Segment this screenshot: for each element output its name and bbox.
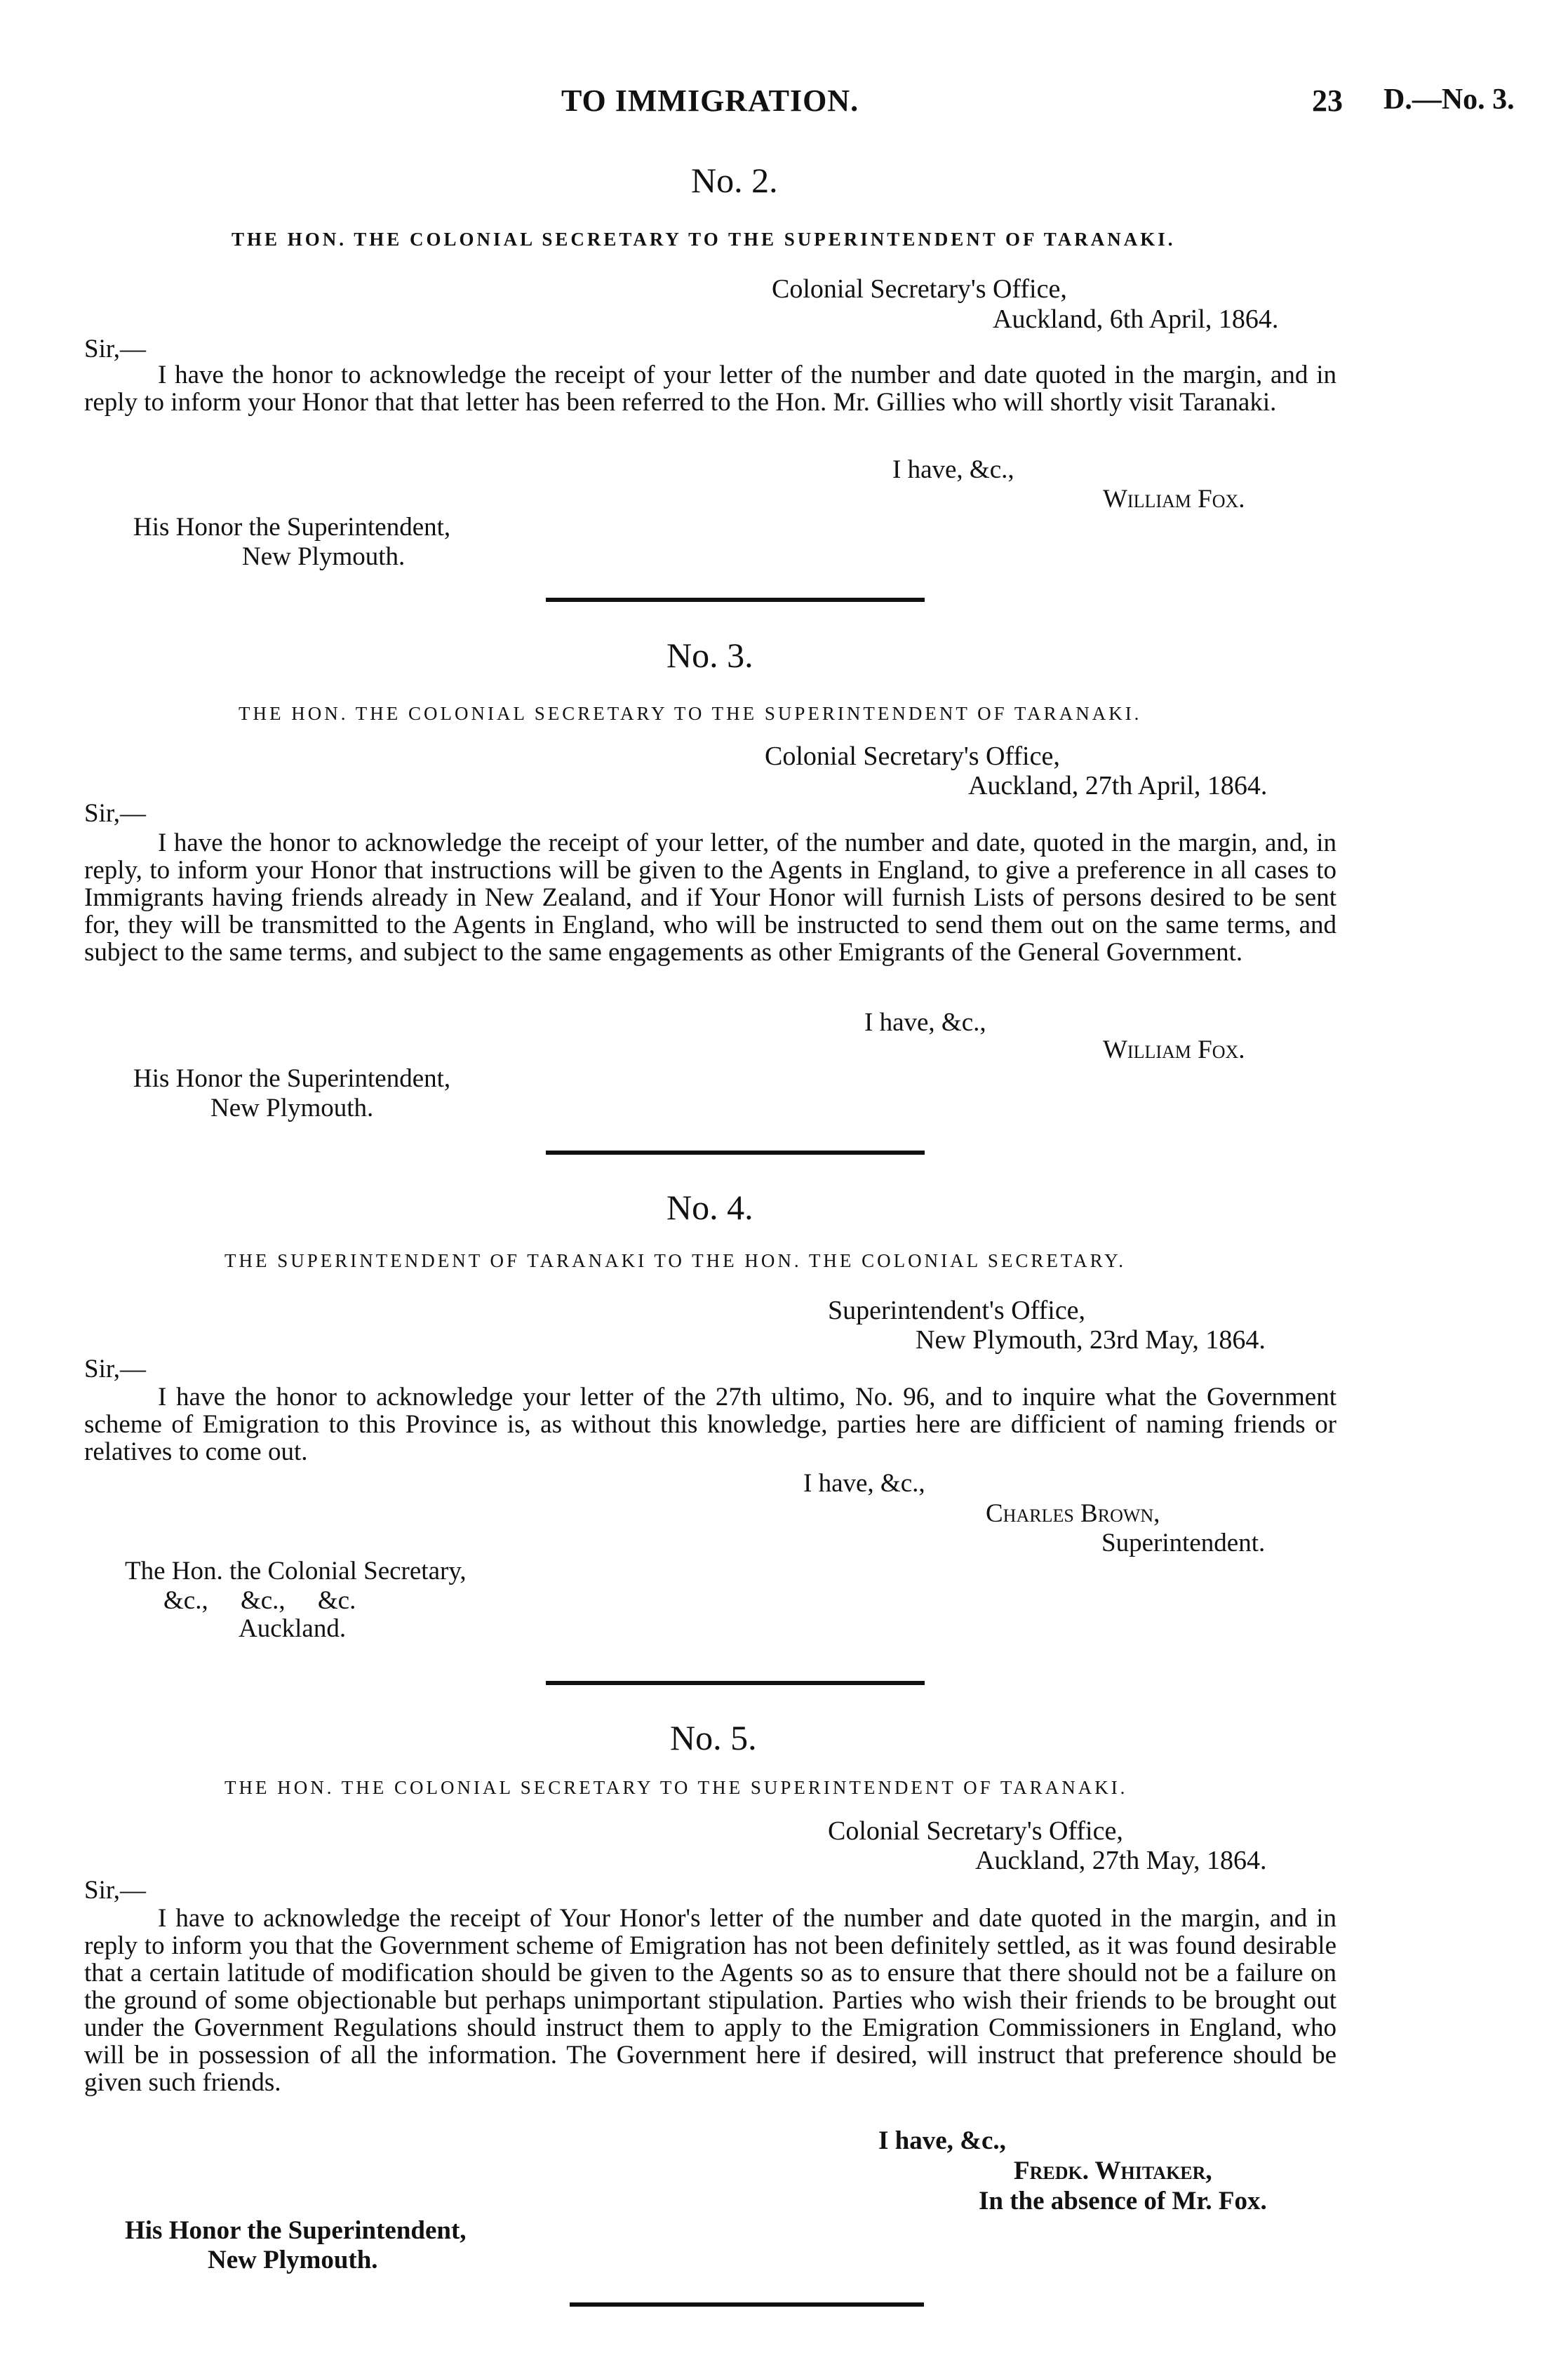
addressee-line: His Honor the Superintendent,	[133, 1064, 451, 1093]
salutation: Sir,—	[84, 335, 146, 363]
salutation: Sir,—	[84, 799, 146, 828]
section-divider	[546, 1681, 925, 1685]
sender-office: Superintendent's Office,	[828, 1296, 1086, 1325]
sender-office: Colonial Secretary's Office,	[828, 1816, 1123, 1846]
addressee-line: His Honor the Superintendent,	[125, 2216, 467, 2245]
closing: I have, &c.,	[878, 2126, 1006, 2155]
section-divider	[570, 2302, 924, 2307]
addressee-line: Auckland.	[239, 1614, 347, 1643]
addressee-line: New Plymouth.	[242, 542, 406, 571]
page-header-title: TO IMMIGRATION.	[561, 83, 859, 118]
signature-title: Superintendent.	[1101, 1529, 1266, 1557]
salutation: Sir,—	[84, 1876, 146, 1905]
letter-route: THE SUPERINTENDENT OF TARANAKI TO THE HON. THE COLONIAL SECRETARY.	[225, 1250, 1126, 1271]
page-number: 23	[1312, 83, 1343, 118]
addressee-line: His Honor the Superintendent,	[133, 513, 451, 542]
place-date: Auckland, 6th April, 1864.	[993, 304, 1279, 334]
signature-title: In the absence of Mr. Fox.	[979, 2187, 1267, 2215]
letter-route: THE HON. THE COLONIAL SECRETARY TO THE SUPERINTENDENT OF TARANAKI.	[232, 229, 1176, 250]
place-date: Auckland, 27th May, 1864.	[975, 1846, 1267, 1875]
letter-route: THE HON. THE COLONIAL SECRETARY TO THE SUPERINTENDENT OF TARANAKI.	[225, 1777, 1128, 1798]
section-divider	[546, 1151, 925, 1155]
letter-number: No. 5.	[670, 1718, 757, 1757]
sender-office: Colonial Secretary's Office,	[772, 274, 1067, 304]
document-reference: D.—No. 3.	[1383, 83, 1515, 116]
letter-number: No. 2.	[691, 161, 778, 200]
letter-body: I have the honor to acknowledge the receipt of your letter of the number and date quoted in the margin, and in reply to inform your Honor that that letter has been referred to the Hon. Mr. Gillies who will shortly visit Taranaki.	[84, 361, 1336, 417]
letter-body: I have to acknowledge the receipt of Your Honor's letter of the number and date quoted in the margin, and in reply to inform you that the Government scheme of Emigration has not been definitely settled, as it was found desirable that a certain latitude of modification should be given to the Agents so as to ensure that there should not be a failure on the ground of some objectionable but perhaps unimportant stipulation. Parties who wish their friends to be brought out under the Government Regulations should instruct them to apply to the Emigration Commissioners in England, who will be in possession of all the information. The Government here if desired, will instruct that preference should be given such friends.	[84, 1904, 1336, 2097]
place-date: New Plymouth, 23rd May, 1864.	[916, 1325, 1266, 1355]
letter-body: I have the honor to acknowledge your letter of the 27th ultimo, No. 96, and to inquire what the Government scheme of Emigration to this Province is, as without this knowledge, parties here are difficient of naming friends or relatives to come out.	[84, 1383, 1336, 1466]
closing: I have, &c.,	[803, 1469, 925, 1498]
section-divider	[546, 598, 925, 602]
addressee-line: The Hon. the Colonial Secretary,	[125, 1557, 467, 1585]
sender-office: Colonial Secretary's Office,	[765, 742, 1060, 771]
addressee-line: &c., &c., &c.	[163, 1586, 356, 1615]
addressee-line: New Plymouth.	[210, 1094, 374, 1122]
letter-body: I have the honor to acknowledge the receipt of your letter, of the number and date, quoted in the margin, and, in reply, to inform your Honor that instructions will be given to the Agents in England, to give a preference in all cases to Immigrants having friends already in New Zealand, and if Your Honor will furnish Lists of persons desired to be sent for, they will be transmitted to the Agents in England, who will be instructed to send them out on the same terms, and subject to the same terms, and subject to the same engagements as other Emigrants of the General Government.	[84, 829, 1336, 967]
signature: Charles Brown,	[986, 1499, 1160, 1528]
signature: William Fox.	[1103, 1035, 1245, 1064]
letter-route: THE HON. THE COLONIAL SECRETARY TO THE SUPERINTENDENT OF TARANAKI.	[239, 703, 1142, 724]
signature: William Fox.	[1103, 485, 1245, 514]
closing: I have, &c.,	[864, 1008, 986, 1037]
closing: I have, &c.,	[892, 455, 1014, 484]
signature: Fredk. Whitaker,	[1014, 2157, 1212, 2185]
letter-number: No. 4.	[666, 1188, 753, 1227]
addressee-line: New Plymouth.	[208, 2246, 378, 2274]
salutation: Sir,—	[84, 1355, 146, 1383]
letter-number: No. 3.	[666, 636, 753, 675]
place-date: Auckland, 27th April, 1864.	[968, 771, 1268, 800]
